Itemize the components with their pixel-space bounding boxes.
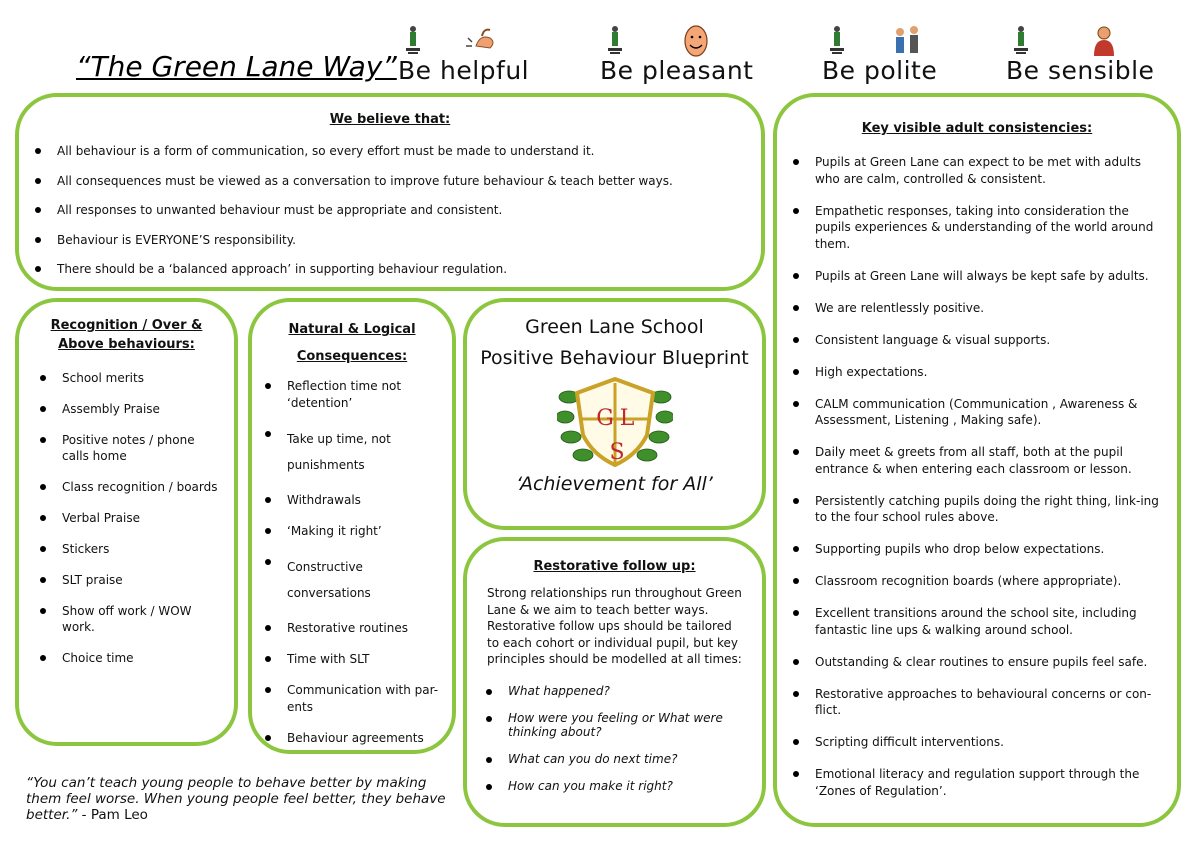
list-item: ‘Making it right’ bbox=[287, 523, 442, 540]
list-item: Excellent transitions around the school site, including fantastic line ups & walking around school. bbox=[815, 605, 1159, 638]
adult-list bbox=[815, 154, 1159, 815]
list-item: Outstanding & clear routines to ensure pupils feel safe. bbox=[815, 654, 1159, 671]
rule-be-sensible bbox=[1006, 24, 1155, 90]
list-item: Choice time bbox=[62, 650, 222, 666]
list-item: All consequences must be viewed as a conversation to improve future behaviour & teach better ways. bbox=[57, 173, 741, 189]
consequences-list bbox=[287, 378, 442, 761]
list-item: Show off work / WOW work. bbox=[62, 603, 222, 635]
crest-letter: L bbox=[619, 406, 635, 431]
list-item: What happened? bbox=[508, 684, 744, 698]
two-people-icon bbox=[830, 24, 930, 58]
rule-label: Be helpful bbox=[398, 56, 530, 85]
consequences-panel bbox=[248, 298, 456, 754]
restorative-heading: Restorative follow up: bbox=[533, 559, 696, 574]
list-item: Emotional literacy and regulation support through the ‘Zones of Regulation’. bbox=[815, 766, 1159, 799]
list-item: Behaviour is EVERYONE’S responsibility. bbox=[57, 232, 741, 248]
list-item: CALM communication (Communication , Awareness & Assessment, Listening , Making safe). bbox=[815, 396, 1159, 429]
beliefs-heading: We believe that: bbox=[329, 112, 451, 127]
recognition-panel bbox=[15, 298, 238, 746]
list-item: Take up time, not punishments bbox=[287, 426, 442, 478]
list-item: Reflection time not ‘detention’ bbox=[287, 378, 442, 412]
rule-label: Be pleasant bbox=[600, 56, 754, 85]
list-item: Supporting pupils who drop below expectations. bbox=[815, 541, 1159, 558]
smiling-face-icon bbox=[608, 24, 718, 58]
list-item: School merits bbox=[62, 370, 222, 386]
recognition-list bbox=[62, 370, 222, 681]
sensible-person-icon bbox=[1014, 24, 1114, 58]
list-item: Withdrawals bbox=[287, 492, 442, 509]
list-item: What can you do next time? bbox=[508, 752, 744, 766]
crest-letter: S bbox=[609, 440, 625, 465]
rule-label: Be polite bbox=[822, 56, 938, 85]
list-item: Time with SLT bbox=[287, 651, 442, 668]
page-title: “The Green Lane Way” bbox=[76, 50, 397, 83]
list-item: Assembly Praise bbox=[62, 401, 222, 417]
list-item: Consistent language & visual supports. bbox=[815, 332, 1159, 349]
list-item: How can you make it right? bbox=[508, 779, 744, 793]
restorative-intro: Strong relationships run throughout Green Lane & we aim to teach better ways. Restorative follow ups should be tailored to each cohort or individual pupil, but key principles should be modelled at all times: bbox=[487, 586, 742, 666]
list-item: Class recognition / boards bbox=[62, 479, 222, 495]
rule-be-helpful bbox=[398, 24, 528, 90]
helping-hands-icon bbox=[406, 24, 506, 56]
list-item: All responses to unwanted behaviour must be appropriate and consistent. bbox=[57, 202, 741, 218]
list-item: Stickers bbox=[62, 541, 222, 557]
list-item: Daily meet & greets from all staff, both at the pupil entrance & when entering each classroom or lesson. bbox=[815, 444, 1159, 477]
school-name: Green Lane School bbox=[525, 316, 704, 338]
quote-text: “You can’t teach young people to behave better by making them feel worse. When young people feel better, they behave better.” bbox=[26, 775, 446, 823]
adult-heading: Key visible adult consistencies: bbox=[861, 121, 1093, 136]
beliefs-list bbox=[57, 143, 741, 291]
list-item: We are relentlessly positive. bbox=[815, 300, 1159, 317]
recognition-heading: Recognition / Over & Above behaviours: bbox=[50, 318, 203, 352]
list-item: Classroom recognition boards (where appropriate). bbox=[815, 573, 1159, 590]
rule-be-pleasant bbox=[600, 24, 754, 90]
list-item: Persistently catching pupils doing the right thing, link-ing to the four school rules above. bbox=[815, 493, 1159, 524]
list-item: Pupils at Green Lane can expect to be met with adults who are calm, controlled & consistent. bbox=[815, 154, 1159, 187]
list-item: Restorative routines bbox=[287, 620, 442, 637]
list-item: Verbal Praise bbox=[62, 510, 222, 526]
list-item: Constructive conversations bbox=[287, 554, 442, 606]
quote bbox=[26, 775, 456, 823]
rule-be-polite bbox=[822, 24, 942, 90]
list-item: Pupils at Green Lane will always be kept safe by adults. bbox=[815, 268, 1159, 285]
quote-author: - Pam Leo bbox=[81, 807, 148, 823]
crest-letter: G bbox=[596, 406, 614, 431]
beliefs-panel bbox=[15, 93, 765, 291]
list-item: All behaviour is a form of communication, so every effort must be made to understand it. bbox=[57, 143, 741, 159]
school-panel bbox=[463, 298, 766, 530]
list-item: SLT praise bbox=[62, 572, 222, 588]
list-item: Restorative approaches to behavioural concerns or con-flict. bbox=[815, 686, 1159, 719]
school-motto: ‘Achievement for All’ bbox=[516, 473, 713, 495]
list-item: Scripting difficult interventions. bbox=[815, 734, 1159, 751]
consequences-heading: Natural & Logical Consequences: bbox=[288, 322, 416, 364]
list-item: Positive notes / phone calls home bbox=[62, 432, 222, 464]
rule-label: Be sensible bbox=[1006, 56, 1155, 85]
restorative-questions bbox=[508, 684, 744, 806]
list-item: There should be a ‘balanced approach’ in supporting behaviour regulation. bbox=[57, 261, 741, 277]
list-item: High expectations. bbox=[815, 364, 1159, 381]
restorative-panel bbox=[463, 537, 766, 827]
list-item: Behaviour agreements bbox=[287, 730, 442, 747]
school-subtitle: Positive Behaviour Blueprint bbox=[480, 347, 749, 369]
list-item: How were you feeling or What were thinking about? bbox=[508, 711, 744, 739]
list-item: Empathetic responses, taking into consideration the pupils experiences & understanding of the world around them. bbox=[815, 203, 1159, 253]
adult-consistencies-panel bbox=[773, 93, 1181, 827]
list-item: Communication with par-ents bbox=[287, 682, 442, 716]
